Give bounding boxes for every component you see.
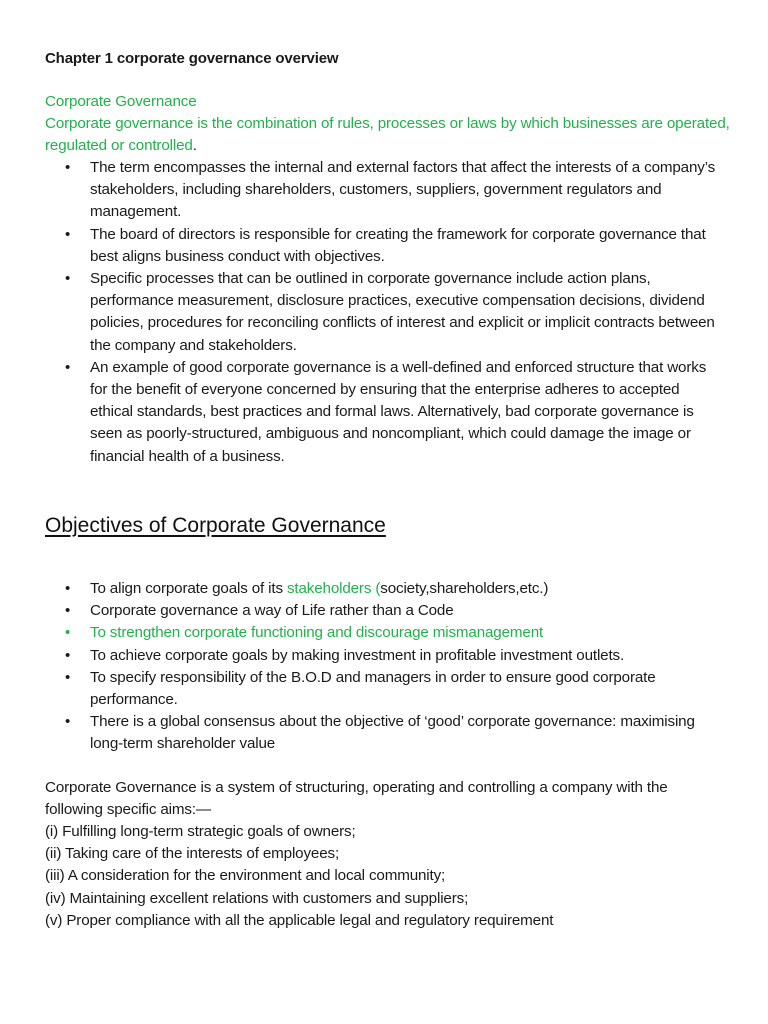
list-item: (i) Fulfilling long-term strategic goals of owners;	[45, 823, 356, 840]
governance-bullet-list	[45, 157, 725, 468]
list-item: (v) Proper compliance with all the applicable legal and regulatory requirement	[45, 911, 554, 929]
list-item	[45, 600, 725, 622]
list-item	[45, 268, 725, 357]
list-item	[45, 667, 725, 711]
bullet-icon: •	[65, 358, 71, 376]
list-item	[45, 711, 725, 755]
list-item-text: There is a global consensus about the objective of ‘good’ corporate governance: maximising long-term shareholder value	[90, 713, 695, 753]
objective-suffix: society,shareholders,etc.)	[380, 580, 549, 597]
system-intro-paragraph: Corporate Governance is a system of structuring, operating and controlling a company with the following specific aims:—	[45, 779, 668, 819]
list-item-text: The term encompasses the internal and external factors that affect the interests of a company’s stakeholders, including shareholders, customers, suppliers, government regulators and management.	[90, 159, 716, 221]
list-item-text: The board of directors is responsible for creating the framework for corporate governance that best aligns business conduct with objectives.	[90, 225, 706, 265]
list-item-text: Corporate governance a way of Life rather than a Code	[90, 602, 454, 620]
list-item-text: To strengthen corporate functioning and discourage mismanagement	[90, 624, 544, 642]
list-item	[45, 645, 725, 667]
list-item	[45, 157, 725, 224]
bullet-icon: •	[65, 225, 71, 243]
bullet-icon: •	[65, 646, 71, 664]
aims-list	[45, 821, 553, 932]
list-item: (ii) Taking care of the interests of employees;	[45, 845, 340, 863]
objective-prefix: To align corporate goals of its	[90, 580, 287, 597]
list-item-text: An example of good corporate governance is a well-defined and enforced structure that works for the benefit of everyone concerned by ensuring that the enterprise adheres to accepted ethical standards, best practices and formal laws. Alternatively, bad corporate governance is seen as poorly-structured, ambiguous and noncompliant, which could damage the image or financial health of a business.	[90, 358, 707, 465]
corporate-governance-definition	[45, 113, 735, 157]
bullet-icon: •	[65, 159, 71, 176]
list-item	[45, 357, 725, 468]
list-item	[45, 578, 725, 600]
list-item	[45, 224, 725, 268]
list-item-text: To specify responsibility of the B.O.D and managers in order to ensure good corporate performance.	[90, 668, 656, 709]
bullet-icon: •	[65, 668, 71, 686]
list-item: (iv) Maintaining excellent relations with customers and suppliers;	[45, 889, 469, 907]
bullet-icon: •	[65, 580, 71, 597]
objectives-heading: Objectives of Corporate Governance	[45, 514, 386, 537]
list-item-text: Specific processes that can be outlined in corporate governance include action plans, performance measurement, disclosure practices, executive compensation decisions, dividend policies, procedures for reconciling conflicts of interest and explicit or implicit contracts between the company and stakeholders.	[90, 270, 715, 354]
corporate-governance-heading: Corporate Governance	[45, 93, 197, 110]
chapter-title: Chapter 1 corporate governance overview	[45, 50, 339, 67]
list-item	[45, 622, 725, 644]
bullet-icon: •	[65, 270, 71, 288]
definition-end: .	[192, 137, 197, 155]
list-item-text: To achieve corporate goals by making investment in profitable investment outlets.	[90, 646, 625, 664]
stakeholders-link: stakeholders (	[286, 580, 381, 597]
bullet-icon: •	[65, 713, 71, 731]
bullet-icon: •	[65, 624, 71, 642]
objectives-bullet-list	[45, 578, 725, 756]
definition-text: Corporate governance is the combination of rules, processes or laws by which businesses are operated, regulated or controlled	[45, 115, 730, 155]
bullet-icon: •	[65, 602, 71, 620]
list-item: (iii) A consideration for the environment and local community;	[45, 867, 446, 885]
